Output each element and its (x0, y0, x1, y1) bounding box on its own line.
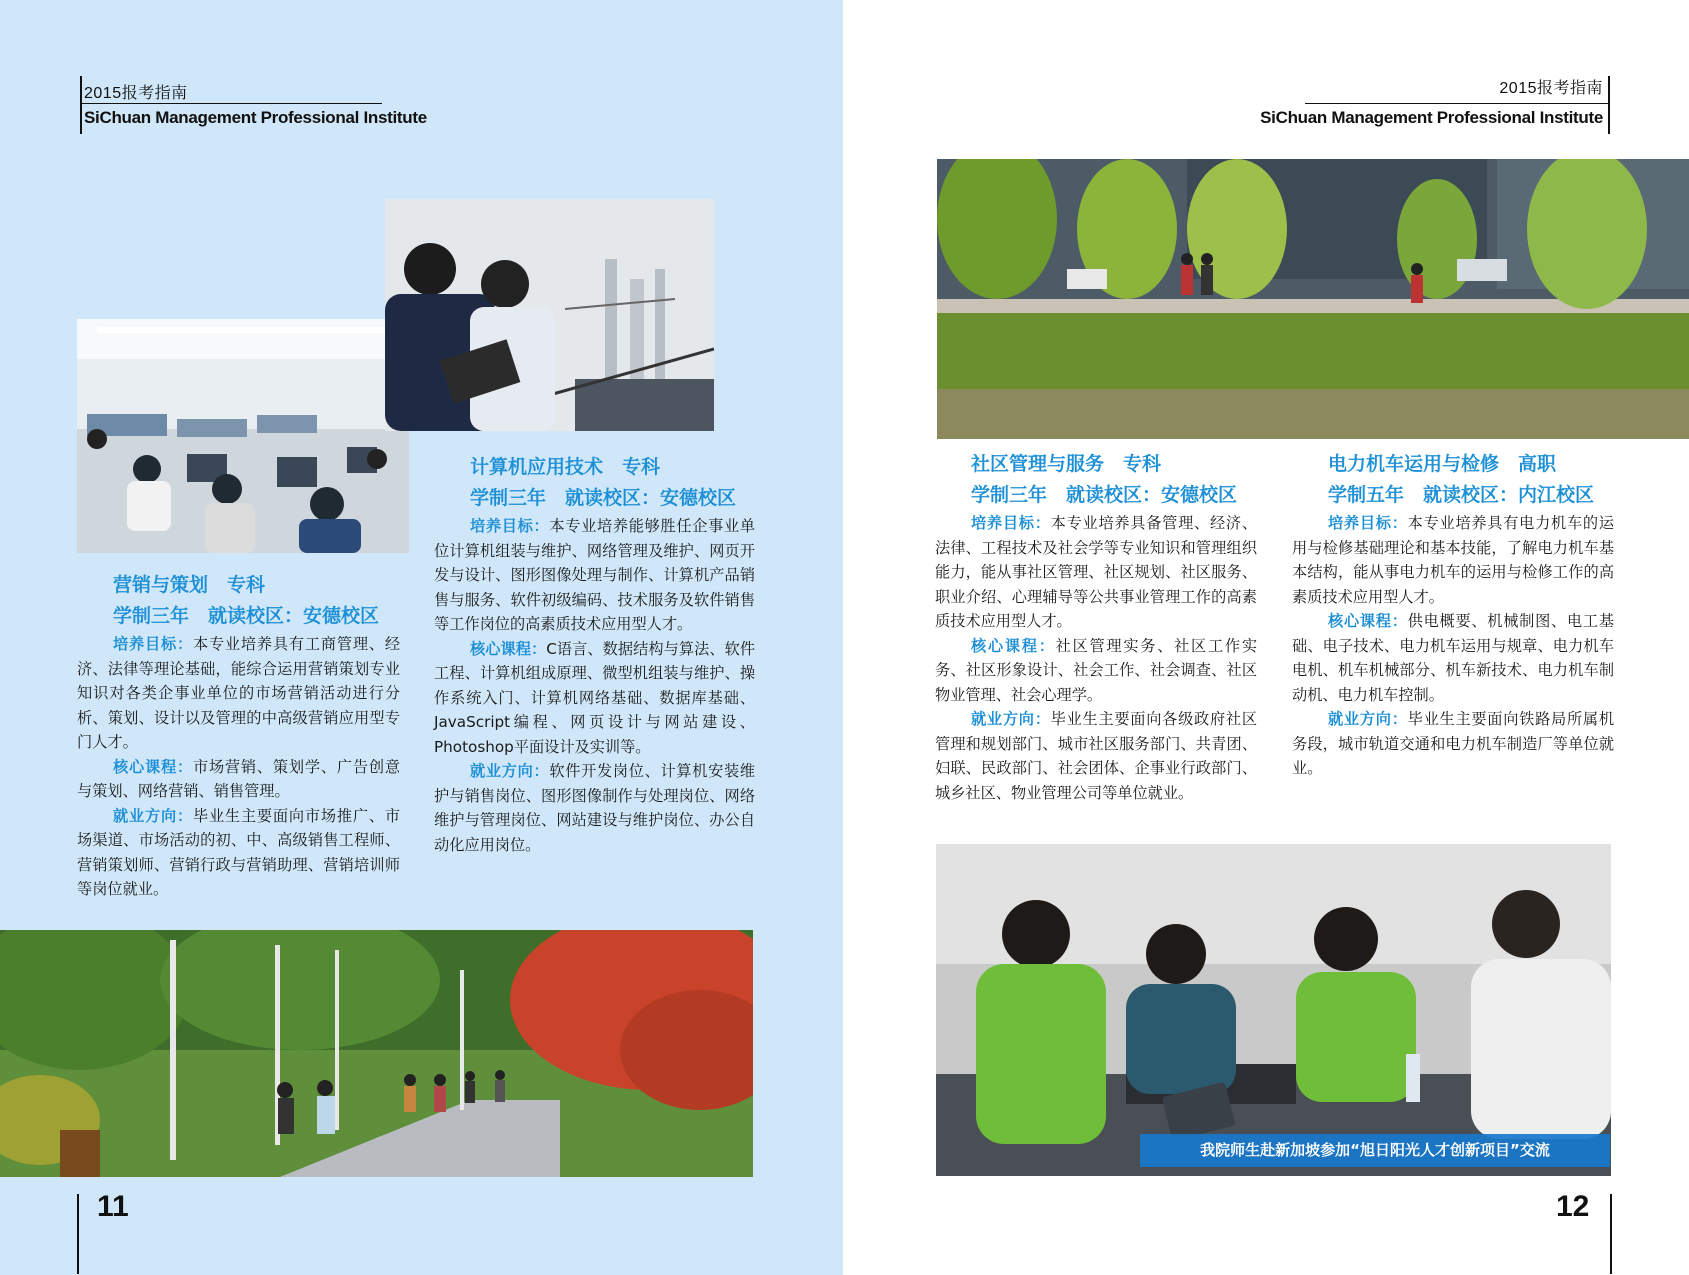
training-goal-label: 培养目标： (1328, 514, 1408, 532)
core-courses-text: 供电概要、机械制图、电工基础、电子技术、电力机车运用与规章、电力机车电机、机车机械部分、机车新技术、电力机车制动机、电力机车控制。 (1292, 612, 1615, 704)
page-number-left: 11 (97, 1190, 129, 1223)
left-header (84, 80, 188, 103)
training-goal-label: 培养目标： (971, 514, 1051, 532)
training-goal-text: 本专业培养具有工商管理、经济、法律等理论基础，能综合运用营销策划专业知识对各类企事业单位的市场营销活动进行分析、策划、设计以及管理的中高级营销应用型专门人才。 (77, 635, 401, 751)
right-header-vertical-rule (1608, 76, 1610, 134)
section-title: 计算机应用技术 专科 (470, 456, 661, 478)
section-title: 社区管理与服务 专科 (971, 453, 1162, 475)
core-courses-paragraph (935, 634, 1257, 708)
training-goal-paragraph (77, 632, 400, 755)
exchange-meeting-photo (936, 844, 1611, 1176)
core-courses-label: 核心课程： (113, 757, 193, 776)
core-courses-text: C语言、数据结构与算法、软件工程、计算机组成原理、微型机组装与维护、操作系统入门、计算机网络基础、数据库基础、JavaScript编程、网页设计与网站建设、Photoshop平面设计及实训等。 (434, 639, 756, 756)
section-title: 营销与策划 专科 (113, 574, 266, 596)
employment-paragraph (77, 804, 400, 902)
section-marketing (77, 570, 400, 902)
core-courses-paragraph (77, 755, 400, 804)
employment-text: 软件开发岗位、计算机安装维护与销售岗位、图形图像制作与处理岗位、网络维护与管理岗位、网站建设与维护岗位、办公自动化应用岗位。 (434, 762, 756, 854)
right-header-horizontal-rule (1305, 103, 1608, 104)
employment-paragraph (1292, 707, 1614, 781)
core-courses-label: 核心课程： (971, 636, 1056, 655)
section-community (935, 449, 1257, 805)
section-subtitle: 学制三年 就读校区：安德校区 (971, 484, 1238, 506)
core-courses-text: 社区管理实务、社区工作实务、社区形象设计、社会工作、社会调查、社区物业管理、社会心理学。 (935, 636, 1258, 704)
training-goal-text: 本专业培养具备管理、经济、法律、工程技术及社会学等专业知识和管理组织能力，能从事社区管理、社区规划、社区服务、职业介绍、心理辅导等公共事业管理工作的高素质技术应用型人才。 (935, 514, 1258, 630)
section-subtitle: 学制三年 就读校区：安德校区 (113, 605, 380, 627)
section-subtitle: 学制三年 就读校区：安德校区 (470, 487, 737, 509)
page-number-right: 12 (1556, 1190, 1590, 1223)
core-courses-text: 市场营销、策划学、广告创意与策划、网络营销、销售管理。 (77, 757, 401, 800)
core-courses-label: 核心课程： (1328, 612, 1408, 630)
employment-text: 毕业生主要面向铁路局所属机务段，城市轨道交通和电力机车制造厂等单位就业。 (1292, 710, 1615, 777)
right-footer-rule (1610, 1194, 1612, 1274)
right-header-institute (1260, 108, 1603, 128)
antenna-photo (385, 199, 714, 431)
photo-caption: 我院师生赴新加坡参加“旭日阳光人才创新项目”交流 (1140, 1134, 1610, 1167)
section-subtitle: 学制五年 就读校区：内江校区 (1328, 484, 1595, 506)
core-courses-label: 核心课程： (470, 639, 547, 658)
left-header-vertical-rule (80, 76, 82, 134)
training-goal-label: 培养目标： (470, 517, 550, 535)
employment-label: 就业方向： (113, 806, 193, 825)
training-goal-label: 培养目标： (113, 635, 193, 653)
core-courses-paragraph (434, 637, 755, 760)
employment-text: 毕业生主要面向各级政府社区管理和规划部门、城市社区服务部门、共青团、妇联、民政部门、社会团体、企事业行政部门、城乡社区、物业管理公司等单位就业。 (935, 710, 1258, 802)
employment-text: 毕业生主要面向市场推广、市场渠道、市场活动的初、中、高级销售工程师、营销策划师、营销行政与营销助理、营销培训师等岗位就业。 (77, 806, 401, 898)
campus-lawn-photo (937, 159, 1689, 439)
training-goal-paragraph (1292, 511, 1614, 609)
training-goal-paragraph (434, 514, 755, 637)
training-goal-text: 本专业培养具有电力机车的运用与检修基础理论和基本技能，了解电力机车基本结构，能从事电力机车的运用与检修工作的高素质技术应用型人才。 (1292, 514, 1615, 606)
computer-lab-photo (77, 319, 409, 553)
core-courses-paragraph (1292, 609, 1614, 707)
employment-label: 就业方向： (971, 710, 1051, 728)
left-header-institute (84, 108, 427, 128)
employment-paragraph (434, 759, 755, 857)
section-computer (434, 452, 755, 857)
left-footer-rule (77, 1194, 79, 1274)
institute-name: SiChuan Management Professional Institute (1260, 108, 1603, 127)
left-header-horizontal-rule (82, 103, 382, 104)
training-goal-paragraph (935, 511, 1257, 634)
institute-name: SiChuan Management Professional Institute (84, 108, 427, 127)
guide-title: 2015报考指南 (1499, 80, 1603, 97)
employment-paragraph (935, 707, 1257, 805)
right-header (1499, 75, 1603, 98)
guide-title: 2015报考指南 (84, 85, 188, 102)
section-title: 电力机车运用与检修 高职 (1328, 453, 1557, 475)
campus-walkway-photo (0, 930, 753, 1177)
training-goal-text: 本专业培养能够胜任企事业单位计算机组装与维护、网络管理及维护、网页开发与设计、图形图像处理与制作、计算机产品销售与服务、软件初级编码、技术服务及软件销售等工作岗位的高素质技术应用型人才。 (434, 517, 756, 633)
employment-label: 就业方向： (1328, 710, 1408, 728)
employment-label: 就业方向： (470, 762, 550, 780)
section-locomotive (1292, 449, 1614, 781)
